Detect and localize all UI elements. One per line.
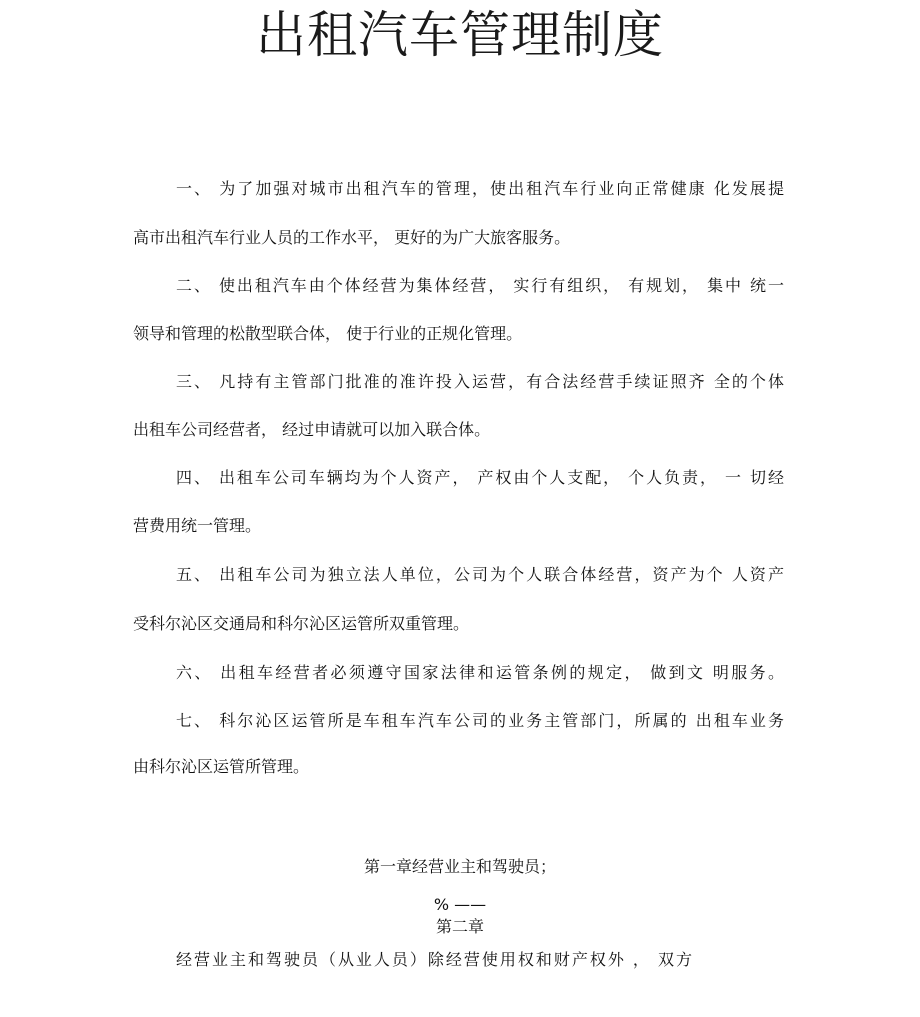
paragraph-5-line-2: 受科尔沁区交通局和科尔沁区运管所双重管理。 <box>133 614 470 633</box>
paragraph-2-line-2: 领导和管理的松散型联合体， 使于行业的正规化管理。 <box>133 324 523 343</box>
paragraph-3-line-1: 三、 凡持有主管部门批准的准许投入运营，有合法经营手续证照齐 全的个体 <box>176 372 784 391</box>
paragraph-7-line-2: 由科尔沁区运管所管理。 <box>133 757 310 776</box>
paragraph-2-line-1: 二、 使出租汽车由个体经营为集体经营， 实行有组织， 有规划， 集中 统一 <box>176 276 784 295</box>
paragraph-3-line-2: 出租车公司经营者， 经过申请就可以加入联合体。 <box>133 420 491 439</box>
paragraph-1-line-1: 一、 为了加强对城市出租汽车的管理，使出租汽车行业向正常健康 化发展提 <box>176 179 784 198</box>
paragraph-1-line-2: 高市出租汽车行业人员的工作水平， 更好的为广大旅客服务。 <box>133 228 571 247</box>
document-title: 出租汽车管理制度 <box>256 6 664 64</box>
paragraph-4-line-1: 四、 出租车公司车辆均为个人资产， 产权由个人支配， 个人负责， 一 切经 <box>176 468 784 487</box>
chapter-one-heading: 第一章经营业主和驾驶员； <box>363 857 556 876</box>
paragraph-5-line-1: 五、 出租车公司为独立法人单位，公司为个人联合体经营，资产为个 人资产 <box>176 565 784 584</box>
paragraph-4-line-2: 营费用统一管理。 <box>133 516 262 535</box>
chapter-separator: % —— <box>433 895 487 914</box>
chapter-two-heading: 第二章 <box>435 917 484 936</box>
closing-line: 经营业主和驾驶员（从业人员）除经营使用权和财产权外 ， 双方 <box>176 950 692 969</box>
paragraph-6-line-1: 六、 出租车经营者必须遵守国家法律和运管条例的规定， 做到文 明服务。 <box>176 663 784 682</box>
paragraph-7-line-1: 七、 科尔沁区运管所是车租车汽车公司的业务主管部门，所属的 出租车业务 <box>176 711 784 730</box>
